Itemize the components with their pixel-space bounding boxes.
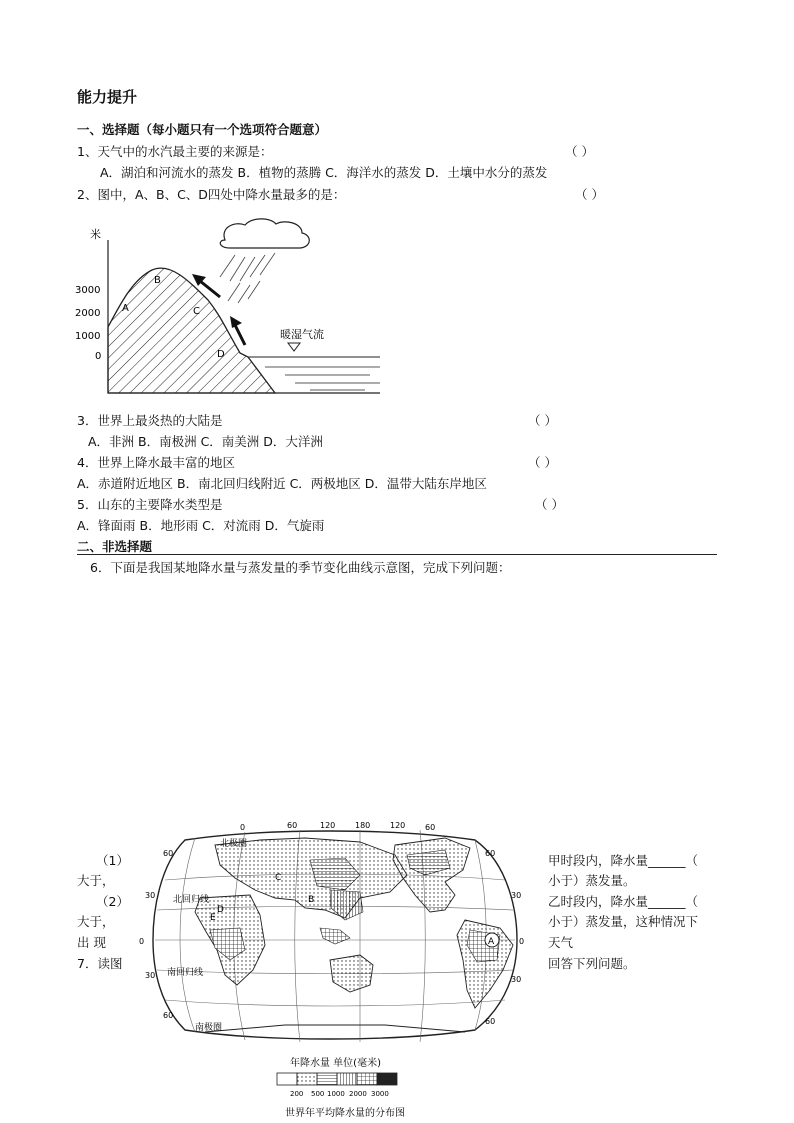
lat-left-30s: 30: [145, 971, 156, 980]
marker-b: B: [308, 895, 315, 905]
question-3-stem: 3．世界上最炎热的大陆是: [77, 413, 223, 428]
lat-right-0: 0: [519, 937, 525, 946]
y-tick-3000: 3000: [75, 285, 101, 296]
airflow-marker-icon: [288, 343, 300, 351]
lat-left-30n: 30: [145, 891, 156, 900]
zone-label-tropic-cancer: 北回归线: [173, 895, 210, 905]
sub-line-4-right: 小于）蒸发量，这种情况下: [548, 914, 699, 929]
legend-value-2000: 2000: [349, 1090, 367, 1098]
question-3-answer-paren: （ ）: [528, 413, 557, 428]
section-title-choice: 一、选择题（每小题只有一个选项符合题意）: [77, 122, 328, 137]
zone-label-antarctic-circle: 南极圈: [195, 1023, 223, 1033]
airflow-label: 暖湿气流: [280, 328, 324, 341]
legend-title: 年降水量 单位(毫米): [290, 1058, 381, 1069]
legend-value-1000: 1000: [327, 1090, 345, 1098]
zone-label-arctic-circle: 北极圈: [220, 839, 248, 849]
terrain-rainfall-diagram: [70, 215, 390, 400]
section-title-nonchoice: 二、非选择题: [77, 539, 153, 554]
legend-swatches: [277, 1073, 397, 1085]
question-4-stem: 4．世界上降水最丰富的地区: [77, 455, 235, 470]
y-axis-unit: 米: [90, 228, 101, 241]
section-underline: [77, 554, 717, 555]
sub-line-1-right: 甲时段内，降水量______（: [548, 853, 699, 868]
map-caption: 世界年平均降水量的分布图: [285, 1108, 405, 1119]
lat-left-60n: 60: [163, 849, 174, 858]
marker-d: D: [217, 905, 224, 915]
question-6-stem: 6．下面是我国某地降水量与蒸发量的季节变化曲线示意图，完成下列问题：: [90, 560, 511, 575]
lat-right-30n: 30: [511, 891, 522, 900]
y-tick-1000: 1000: [75, 331, 101, 342]
page-heading: 能力提升: [77, 88, 138, 106]
question-5-stem: 5．山东的主要降水类型是: [77, 497, 223, 512]
lon-label-120: 120: [320, 821, 336, 830]
y-tick-2000: 2000: [75, 308, 101, 319]
question-1-stem: 1、天气中的水汽最主要的来源是：: [77, 144, 273, 159]
cloud-icon: [220, 219, 309, 248]
point-label-b: B: [154, 275, 161, 286]
question-4-answer-paren: （ ）: [528, 455, 557, 470]
lon-label-0: 0: [240, 823, 246, 832]
point-label-c: C: [193, 306, 200, 317]
point-label-a: A: [122, 303, 129, 314]
question-1-answer-paren: （ ）: [565, 144, 594, 159]
lat-right-60n: 60: [485, 849, 496, 858]
question-5-options: A．锋面雨 B．地形雨 C．对流雨 D．气旋雨: [77, 518, 325, 533]
sub-line-2-left: 大于，: [77, 873, 115, 888]
question-2-answer-paren: （ ）: [575, 187, 604, 202]
lon-label-60: 60: [287, 821, 298, 830]
sub-line-1-left: （1）: [96, 853, 129, 868]
question-1-options: A．湖泊和河流水的蒸发 B．植物的蒸腾 C．海洋水的蒸发 D．土壤中水分的蒸发: [100, 165, 548, 180]
lon-label-60w: 60: [425, 823, 436, 832]
sub-line-6-left: 7．读图: [77, 956, 123, 971]
sub-line-6-right: 回答下列问题。: [548, 956, 636, 971]
question-4-options: A．赤道附近地区 B．南北回归线附近 C．两极地区 D．温带大陆东岸地区: [77, 476, 487, 491]
mountain-profile: [108, 268, 275, 393]
question-2-stem: 2、图中，A、B、C、D四处中降水量最多的是：: [77, 187, 346, 202]
lat-left-60s: 60: [163, 1011, 174, 1020]
question-5-answer-paren: （ ）: [535, 497, 564, 512]
sub-line-5-right: 天气: [548, 935, 574, 950]
marker-e: E: [210, 913, 216, 923]
sub-line-2-right: 小于）蒸发量。: [548, 873, 636, 888]
legend-value-3000: 3000: [371, 1090, 389, 1098]
question-3-options: A．非洲 B．南极洲 C．南美洲 D．大洋洲: [88, 434, 323, 449]
world-precipitation-map: [139, 820, 525, 1120]
legend-value-200: 200: [290, 1090, 304, 1098]
y-tick-0: 0: [95, 351, 102, 362]
lon-label-120w: 120: [390, 821, 406, 830]
point-label-d: D: [217, 349, 225, 360]
sub-line-5-left: 出 现: [77, 935, 106, 950]
marker-c: C: [275, 873, 282, 883]
zone-label-tropic-capricorn: 南回归线: [167, 968, 204, 978]
marker-a: A: [488, 937, 495, 947]
sub-line-3-right: 乙时段内，降水量______（: [548, 894, 699, 909]
rain-streaks: [220, 253, 275, 303]
sub-line-4-left: 大于，: [77, 914, 115, 929]
lat-right-30s: 30: [511, 975, 522, 984]
legend-value-500: 500: [311, 1090, 325, 1098]
lat-left-0: 0: [139, 937, 145, 946]
lon-label-180: 180: [355, 821, 371, 830]
sub-line-3-left: （2）: [96, 894, 129, 909]
lat-right-60s: 60: [485, 1017, 496, 1026]
